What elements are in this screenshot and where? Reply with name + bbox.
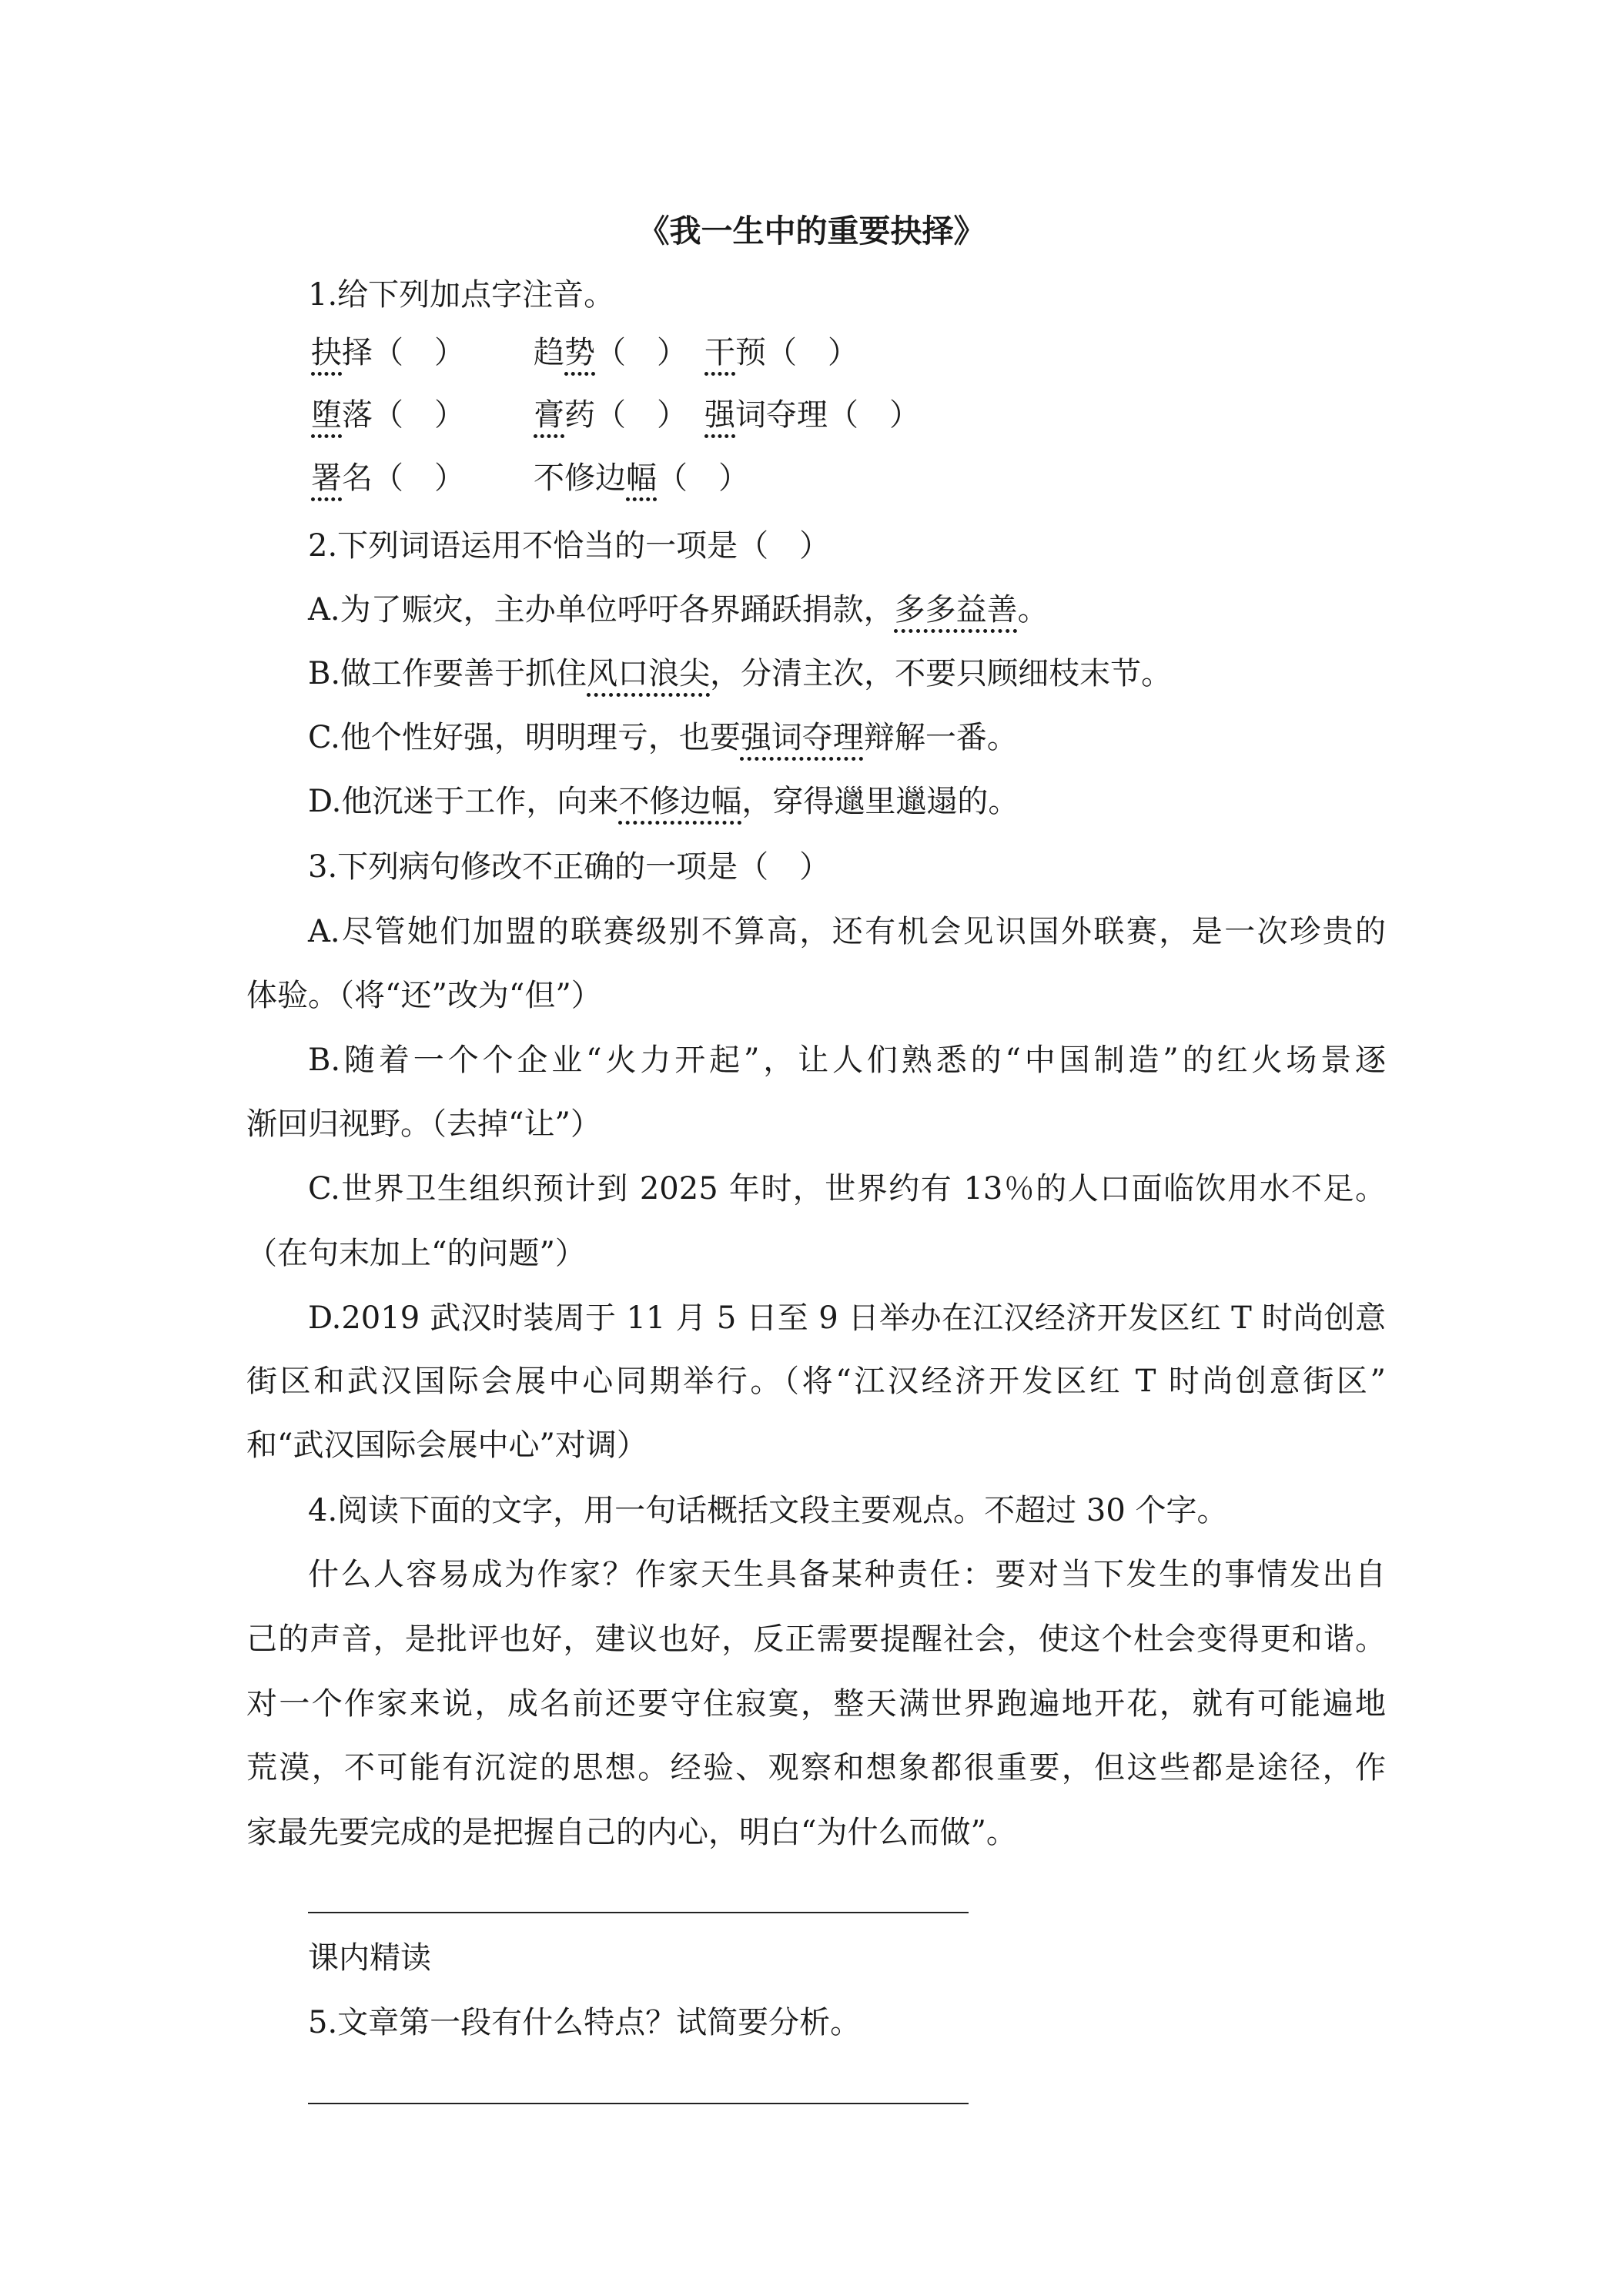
q3-option-d-line-2: 街区和武汉国际会展中心同期举行。（将“江汉经济开发区红 T 时尚创意街区” xyxy=(246,1364,1386,1399)
q2-option-d: D.他沉迷于工作，向来不修边幅，穿得邋里邋遢的。 xyxy=(308,784,1019,819)
q1-prompt: 1.给下列加点字注音。 xyxy=(308,277,615,313)
q3-option-a-line-1: A.尽管她们加盟的联赛级别不算高，还有机会见识国外联赛，是一次珍贵的 xyxy=(308,914,1386,949)
q1-item: 署名（ ） xyxy=(311,460,465,496)
q4-passage-line-3: 对一个作家来说，成名前还要守住寂寞，整天满世界跑遍地开花，就有可能遍地 xyxy=(246,1686,1386,1722)
q3-option-b-line-1: B.随着一个个企业“火力开起”，让人们熟悉的“中国制造”的红火场景逐 xyxy=(308,1043,1386,1078)
q4-answer-line xyxy=(308,1912,969,1913)
q2-option-c: C.他个性好强，明明理亏，也要强词夺理辩解一番。 xyxy=(308,720,1018,755)
q5-prompt: 5.文章第一段有什么特点？试简要分析。 xyxy=(308,2005,862,2040)
q3-option-d-line-3: 和“武汉国际会展中心”对调） xyxy=(246,1427,648,1463)
q1-item: 堕落（ ） xyxy=(311,397,465,433)
q3-option-b-line-2: 渐回归视野。（去掉“让”） xyxy=(246,1106,601,1142)
q3-option-c-line-1: C.世界卫生组织预计到 2025 年时，世界约有 13％的人口面临饮用水不足。 xyxy=(308,1171,1386,1207)
q2-prompt: 2.下列词语运用不恰当的一项是（ ） xyxy=(308,528,831,564)
q4-passage-line-2: 己的声音，是批评也好，建议也好，反正需要提醒社会，使这个杜会变得更和谐。 xyxy=(246,1622,1386,1657)
q1-item: 强词夺理（ ） xyxy=(704,397,920,433)
q2-option-b: B.做工作要善于抓住风口浪尖，分清主次，不要只顾细枝末节。 xyxy=(308,656,1173,691)
q1-item: 不修边幅（ ） xyxy=(534,460,749,496)
q3-option-a-line-2: 体验。（将“还”改为“但”） xyxy=(246,978,602,1013)
q4-passage-line-1: 什么人容易成为作家？作家天生具备某种责任：要对当下发生的事情发出自 xyxy=(308,1557,1386,1592)
q1-item: 趋势（ ） xyxy=(534,335,688,370)
q1-item: 抉择（ ） xyxy=(311,335,465,370)
q3-option-c-line-2: （在句末加上“的问题”） xyxy=(246,1236,586,1271)
section-heading: 课内精读 xyxy=(308,1940,431,1976)
q4-passage-line-4: 荒漠，不可能有沉淀的思想。经验、观察和想象都很重要，但这些都是途径，作 xyxy=(246,1750,1386,1786)
q1-item: 干预（ ） xyxy=(704,335,858,370)
q5-answer-line xyxy=(308,2103,969,2104)
page-title: 《我一生中的重要抉择》 xyxy=(637,213,986,249)
q4-passage-line-5: 家最先要完成的是把握自己的内心，明白“为什么而做”。 xyxy=(246,1815,1017,1850)
q1-item: 膏药（ ） xyxy=(534,397,688,433)
q3-option-d-line-1: D.2019 武汉时装周于 11 月 5 日至 9 日举办在江汉经济开发区红 T 时尚创意 xyxy=(308,1300,1386,1336)
q2-option-a: A.为了赈灾，主办单位呼吁各界踊跃捐款，多多益善。 xyxy=(308,592,1049,628)
q4-prompt: 4.阅读下面的文字，用一句话概括文段主要观点。不超过 30 个字。 xyxy=(308,1493,1228,1528)
q3-prompt: 3.下列病句修改不正确的一项是（ ） xyxy=(308,849,831,885)
